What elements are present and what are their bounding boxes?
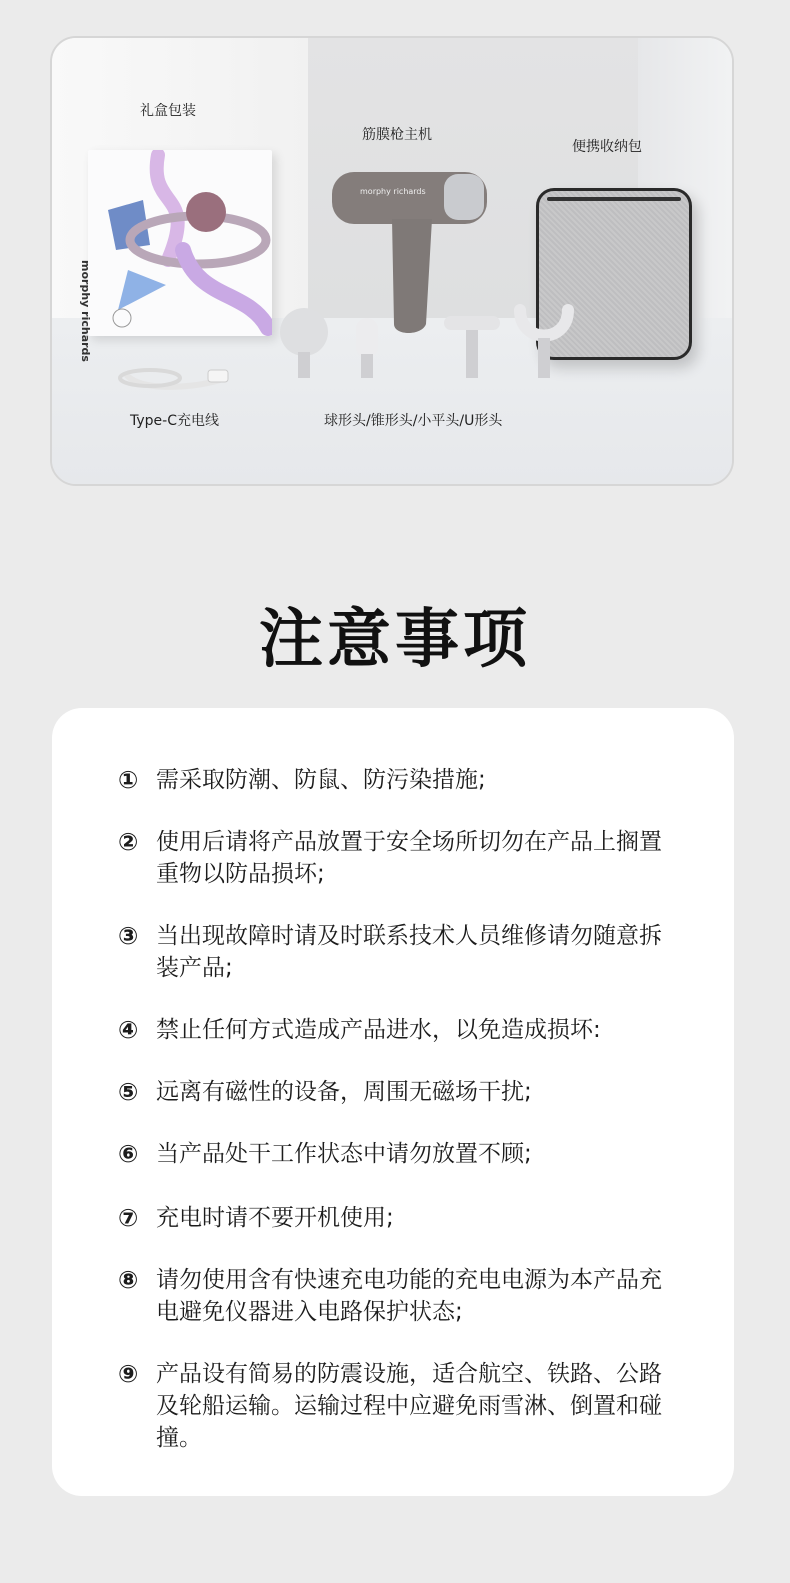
note-number: ③ bbox=[118, 922, 139, 950]
note-number: ⑥ bbox=[118, 1140, 139, 1168]
note-number: ⑦ bbox=[118, 1204, 139, 1232]
note-number: ⑨ bbox=[118, 1360, 139, 1388]
note-text: 当产品处干工作状态中请勿放置不顾; bbox=[156, 1141, 532, 1167]
note-number: ④ bbox=[118, 1016, 139, 1044]
note-item bbox=[118, 1138, 678, 1170]
note-number: ⑧ bbox=[118, 1266, 139, 1294]
product-showcase bbox=[50, 36, 734, 486]
note-item bbox=[118, 1014, 678, 1046]
bag-label: 便携收纳包 bbox=[572, 139, 642, 155]
note-text: 请勿使用含有快速充电功能的充电电源为本产品充电避免仪器进入电路保护状态; bbox=[156, 1267, 662, 1325]
note-item bbox=[118, 1264, 678, 1328]
note-text: 当出现故障时请及时联系技术人员维修请勿随意拆装产品; bbox=[156, 923, 662, 981]
note-number: ② bbox=[118, 828, 139, 856]
cable-label: Type-C充电线 bbox=[130, 413, 219, 429]
note-text: 充电时请不要开机使用; bbox=[156, 1205, 394, 1231]
note-item bbox=[118, 920, 678, 984]
note-number: ① bbox=[118, 766, 139, 794]
note-text: 需采取防潮、防鼠、防污染措施; bbox=[156, 767, 486, 793]
gift-box-image bbox=[79, 150, 272, 362]
type-c-cable-image bbox=[116, 356, 236, 396]
svg-text:morphy richards: morphy richards bbox=[360, 187, 426, 196]
note-item bbox=[118, 1076, 678, 1108]
gift-box-label: 礼盒包装 bbox=[140, 103, 196, 119]
note-item bbox=[118, 1202, 678, 1234]
gift-box-brand: morphy richards bbox=[79, 260, 92, 362]
note-item bbox=[118, 1358, 678, 1454]
bag-zipper bbox=[547, 197, 681, 201]
heads-label: 球形头/锥形头/小平头/U形头 bbox=[324, 413, 503, 429]
notes-title: 注意事项 bbox=[259, 603, 531, 677]
gun-label: 筋膜枪主机 bbox=[362, 127, 432, 143]
note-text: 使用后请将产品放置于安全场所切勿在产品上搁置重物以防品损坏; bbox=[156, 829, 662, 887]
note-text: 产品设有简易的防震设施，适合航空、铁路、公路及轮船运输。运输过程中应避免雨雪淋、倒置和碰撞。 bbox=[156, 1361, 662, 1451]
notes-card bbox=[52, 708, 734, 1496]
note-item bbox=[118, 826, 678, 890]
note-number: ⑤ bbox=[118, 1078, 139, 1106]
massage-heads-image bbox=[268, 300, 588, 380]
note-text: 远离有磁性的设备，周围无磁场干扰; bbox=[156, 1079, 532, 1105]
note-item bbox=[118, 764, 678, 796]
note-text: 禁止任何方式造成产品进水，以免造成损坏: bbox=[156, 1017, 601, 1043]
gift-box-art bbox=[88, 150, 272, 336]
